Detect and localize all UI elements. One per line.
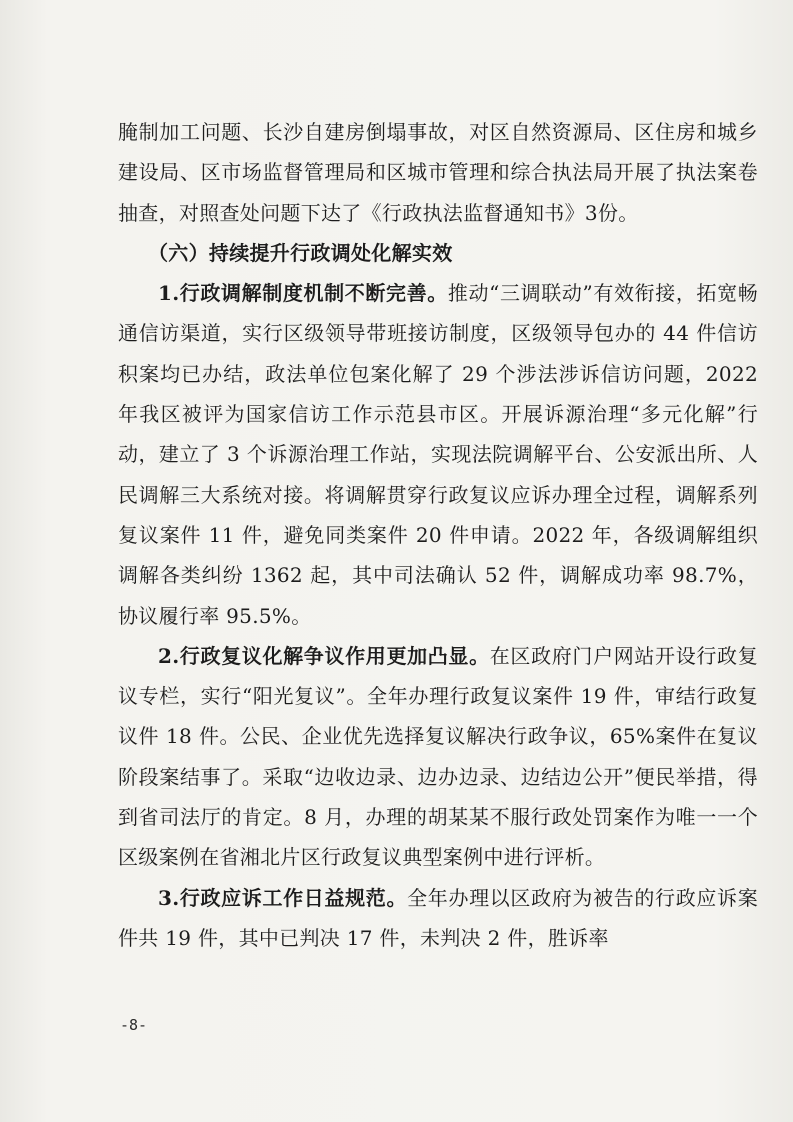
page-number: -8- — [120, 1016, 148, 1034]
paragraph-text: 全年办理以区政府为被告的行政应诉案件共 19 件，其中已判决 17 件，未判决 2 件，胜诉率 — [118, 885, 759, 950]
paragraph-reconsideration — [118, 636, 758, 878]
paragraph-litigation — [118, 878, 758, 959]
paragraph-mediation — [118, 273, 758, 636]
document-body — [118, 112, 758, 958]
paragraph-lead: 2.行政复议化解争议作用更加凸显。 — [158, 643, 490, 668]
paragraph-text: 推动“三调联动”有效衔接，拓宽畅通信访渠道，实行区级领导带班接访制度，区级领导包办的 44 件信访积案均已办结，政法单位包案化解了 29 个涉法涉诉信访问题，2022 年我区被评为国家信访工作示范县市区。开展诉源治理“多元化解”行动，建立了 3 个诉源治理工作站，实现法院调解平台、公安派出所、人民调解三大系统对接。将调解贯穿行政复议应诉办理全过程，调解系列复议案件 11 件，避免同类案件 20 件申请。2022 年，各级调解组织调解各类纠纷 1362 起，其中司法确认 52 件，调解成功率 98.7%，协议履行率 95.5%。 — [118, 281, 758, 628]
paragraph-lead: 3.行政应诉工作日益规范。 — [158, 885, 408, 910]
paragraph-text: 在区政府门户网站开设行政复议专栏，实行“阳光复议”。全年办理行政复议案件 19 件，审结行政复议件 18 件。公民、企业优先选择复议解决行政争议，65%案件在复议阶段案结事了。采取“边收边录、边办边录、边结边公开”便民举措，得到省司法厅的肯定。8 月，办理的胡某某不服行政处罚案作为唯一一个区级案例在省湘北片区行政复议典型案例中进行评析。 — [118, 643, 758, 870]
section-heading: （六）持续提升行政调处化解实效 — [148, 240, 453, 265]
paragraph-lead: 1.行政调解制度机制不断完善。 — [158, 281, 448, 306]
paragraph-continuation: 腌制加工问题、长沙自建房倒塌事故，对区自然资源局、区住房和城乡建设局、区市场监督管理局和区城市管理和综合执法局开展了执法案卷抽查，对照查处问题下达了《行政执法监督通知书》3份。 — [118, 120, 758, 225]
